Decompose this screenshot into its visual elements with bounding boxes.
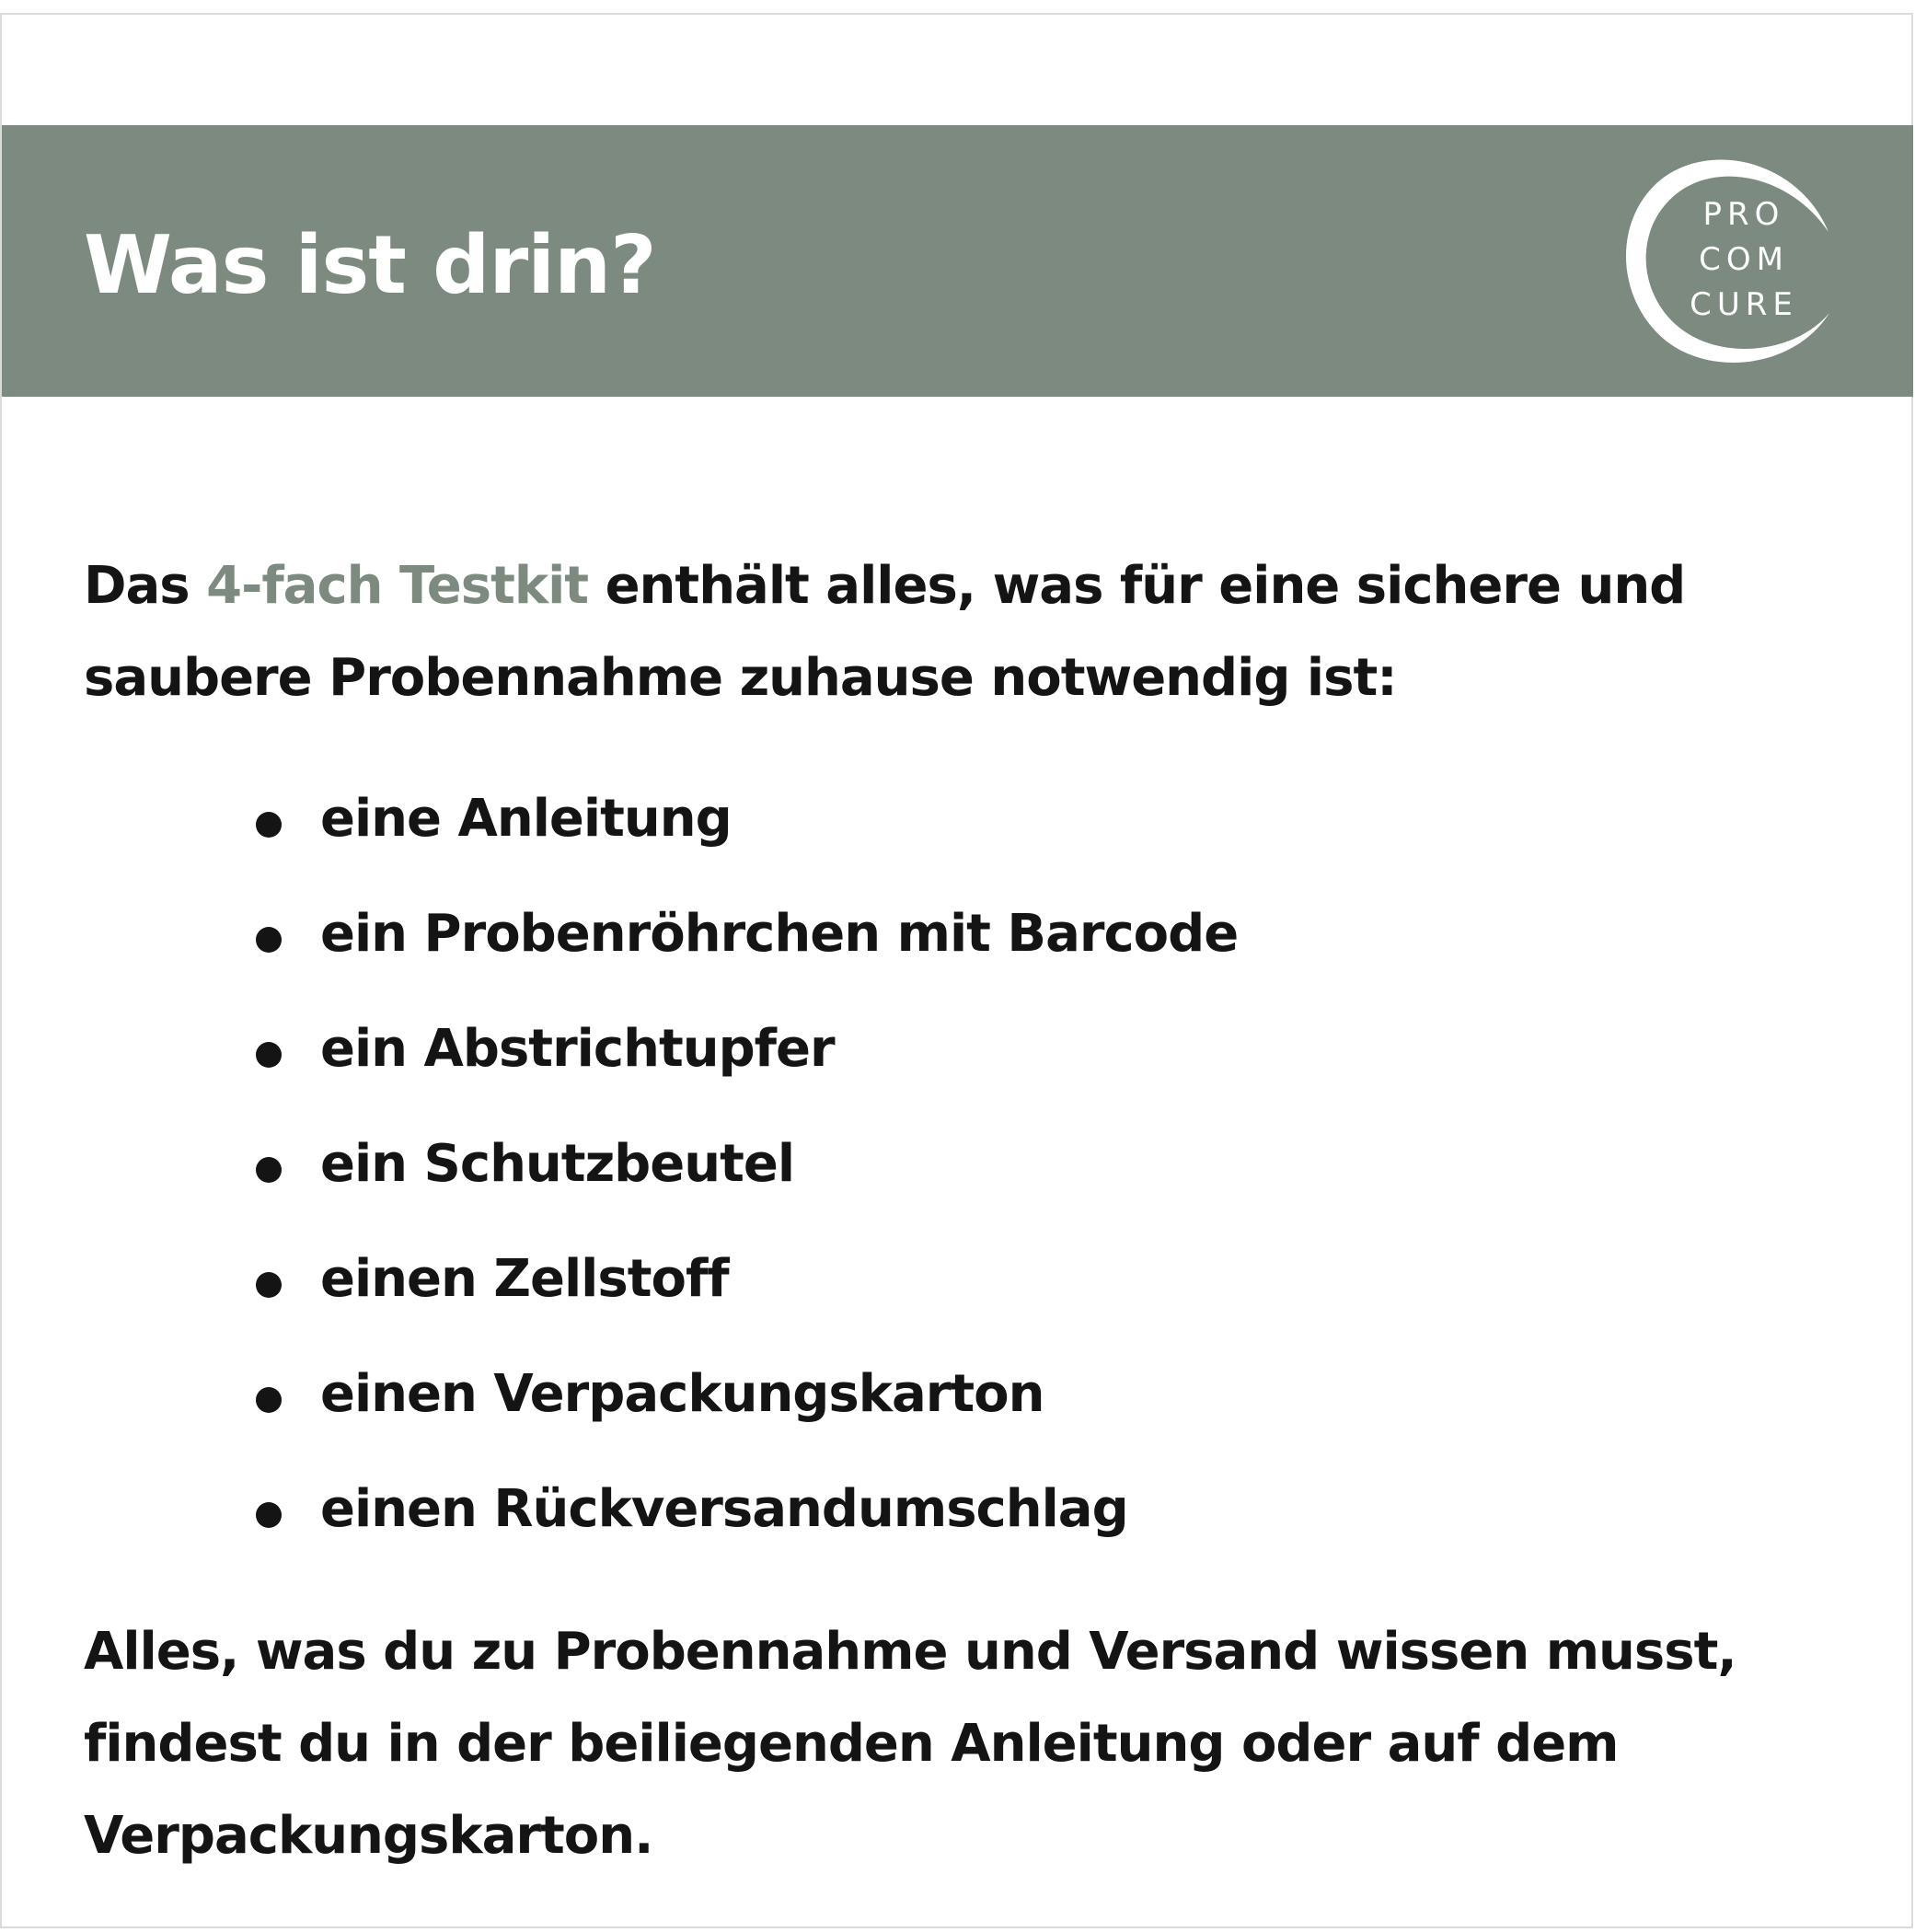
intro-paragraph — [84, 540, 1786, 724]
list-item-label: eine Anleitung — [320, 789, 732, 849]
outro-paragraph: Alles, was du zu Probennahme und Versand wissen musst, findest du in der beiliegenden Anleitung oder auf dem Verpackungskarton. — [84, 1622, 1736, 1866]
bullet-icon — [256, 1272, 282, 1298]
list-item-label: einen Zellstoff — [320, 1249, 729, 1309]
bullet-icon — [256, 927, 282, 953]
bullet-icon — [256, 1387, 282, 1413]
page-title: Was ist drin? — [84, 218, 656, 312]
bullet-icon — [256, 1042, 282, 1068]
logo-text-cure: CURE — [1690, 286, 1798, 323]
bullet-icon — [256, 1157, 282, 1183]
bullet-icon — [256, 812, 282, 838]
list-item-label: ein Probenröhrchen mit Barcode — [320, 904, 1239, 964]
bullet-icon — [256, 1502, 282, 1528]
list-item-label: ein Schutzbeutel — [320, 1134, 795, 1194]
list-item-label: einen Rückversandumschlag — [320, 1479, 1128, 1539]
intro-highlight: 4-fach Testkit — [206, 556, 589, 616]
logo-text-com: COM — [1699, 241, 1789, 278]
logo-text-pro: PRO — [1702, 196, 1785, 233]
intro-suffix: enthält alles, was für eine sichere und saubere Probennahme zuhause notwendig ist: — [84, 556, 1686, 708]
list-item-label: einen Verpackungskarton — [320, 1364, 1044, 1424]
list-item-label: ein Abstrichtupfer — [320, 1019, 835, 1079]
intro-prefix: Das — [84, 556, 207, 616]
